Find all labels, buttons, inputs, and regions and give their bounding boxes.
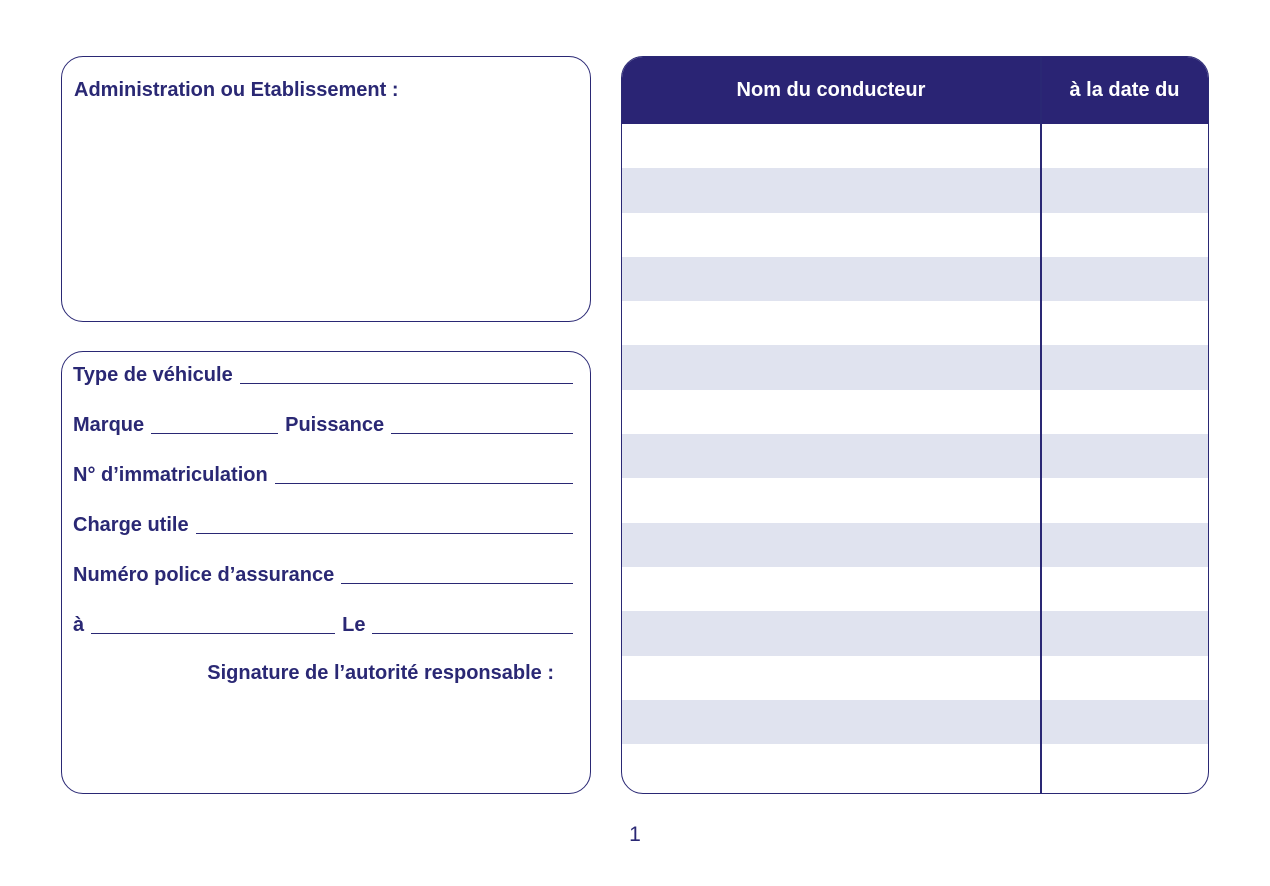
table-row[interactable]	[622, 168, 1208, 212]
column-header-driver-name: Nom du conducteur	[736, 79, 926, 101]
table-row[interactable]	[622, 257, 1208, 301]
drivers-table-header	[622, 57, 1208, 124]
row-police-assurance	[73, 560, 573, 586]
table-row[interactable]	[622, 301, 1208, 345]
date-label: Le	[342, 614, 366, 636]
immatriculation-field[interactable]	[275, 482, 573, 484]
row-marque-puissance	[73, 410, 573, 436]
lieu-field[interactable]	[91, 632, 335, 634]
row-immatriculation	[73, 460, 573, 486]
immatriculation-label: N° d’immatriculation	[73, 464, 268, 486]
page-number: 1	[629, 823, 641, 846]
date-field[interactable]	[372, 632, 573, 634]
vehicle-type-field[interactable]	[240, 382, 573, 384]
charge-utile-label: Charge utile	[73, 514, 189, 536]
administration-label: Administration ou Etablissement :	[74, 79, 399, 101]
row-vehicle-type	[73, 360, 573, 386]
marque-field[interactable]	[151, 432, 278, 434]
administration-box	[61, 56, 591, 322]
marque-label: Marque	[73, 414, 145, 436]
column-header-date: à la date du	[1069, 79, 1180, 101]
lieu-label: à	[73, 614, 85, 636]
table-row[interactable]	[622, 390, 1208, 434]
table-row[interactable]	[622, 213, 1208, 257]
table-row[interactable]	[622, 434, 1208, 478]
table-row[interactable]	[622, 523, 1208, 567]
column-divider	[1040, 57, 1042, 793]
puissance-field[interactable]	[391, 432, 573, 434]
table-row[interactable]	[622, 744, 1208, 788]
puissance-label: Puissance	[285, 414, 385, 436]
table-row[interactable]	[622, 124, 1208, 168]
drivers-table-body	[622, 124, 1208, 788]
table-row[interactable]	[622, 345, 1208, 389]
signature-label: Signature de l’autorité responsable :	[207, 662, 554, 684]
vehicle-type-label: Type de véhicule	[73, 364, 233, 386]
vehicle-info-box	[61, 351, 591, 794]
police-assurance-field[interactable]	[341, 582, 573, 584]
charge-utile-field[interactable]	[196, 532, 573, 534]
row-lieu-date	[73, 610, 573, 636]
police-assurance-label: Numéro police d’assurance	[73, 564, 335, 586]
row-charge-utile	[73, 510, 573, 536]
drivers-table	[621, 56, 1209, 794]
table-row[interactable]	[622, 656, 1208, 700]
table-row[interactable]	[622, 567, 1208, 611]
table-row[interactable]	[622, 478, 1208, 522]
table-row[interactable]	[622, 611, 1208, 655]
table-row[interactable]	[622, 700, 1208, 744]
